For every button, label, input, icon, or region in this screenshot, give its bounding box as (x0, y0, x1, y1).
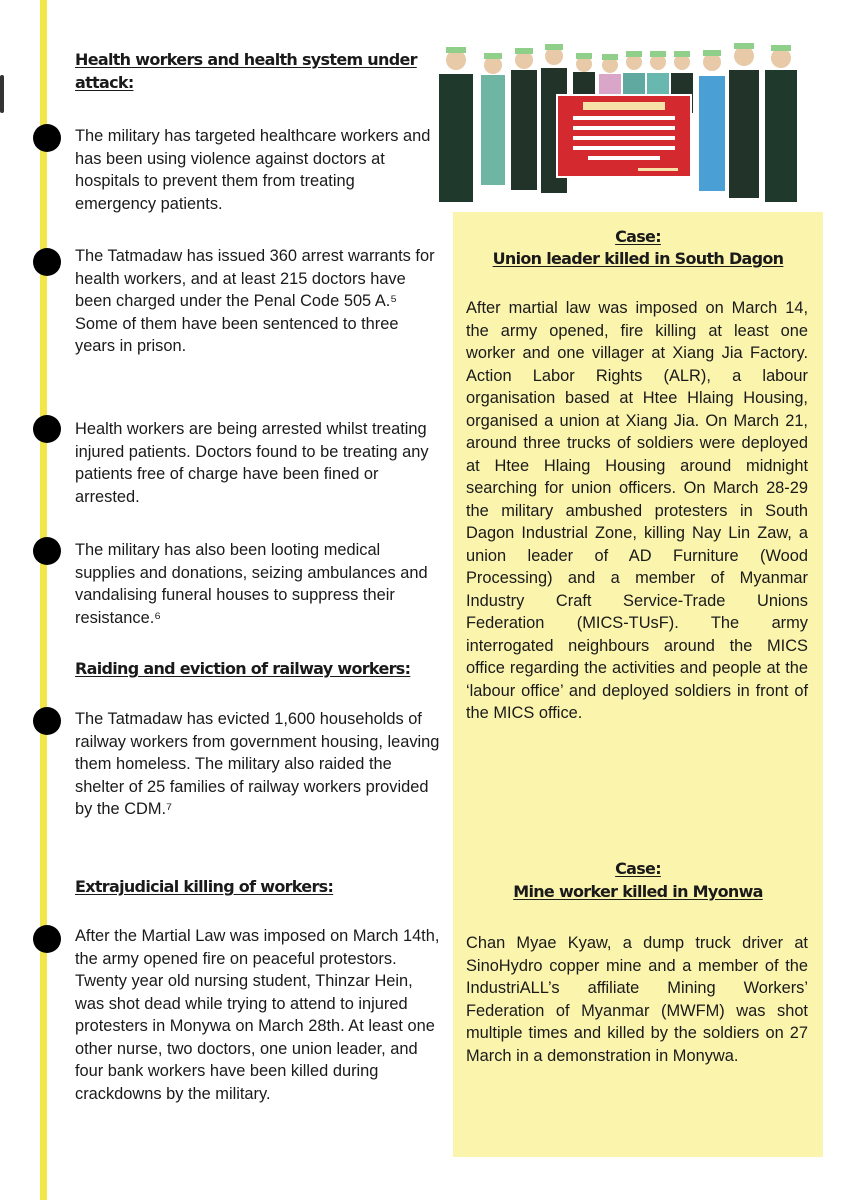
case1-title: Union leader killed in South Dagon (492, 249, 784, 268)
case1-text: After martial law was imposed on March 14, the army opened, fire killing at least one worker and one villager at Xiang Jia Factory. Action Labor Rights (ALR), a labour organisation based at Htee Hlaing Housing, organised a union at Xiang Jia. On March 21, around three trucks of soldiers were deployed at Htee Hlaing Housing around midnight searching for union officers. On March 28-29 the military ambushed protesters in South Dagon Industrial Zone, killing Nay Lin Zaw, a union leader of AD Furniture (Wood Processing) and a member of Myanmar Industry Craft Service-Trade Unions Federation (MICS-TUsF). The army interrogated neighbours around the MICS office regarding the activities and people at the ‘labour office’ and deployed soldiers in front of the MICS office. (466, 299, 808, 722)
bullet-icon (33, 124, 61, 152)
bullet-icon (33, 537, 61, 565)
killing-bullet: After the Martial Law was imposed on March 14th, the army opened fire on peaceful protestors. Twenty year old nursing student, Thinzar Hein, was shot dead while trying to attend to injured protesters in Monywa on March 28th. At least one other nurse, two doctors, one union leader, and four bank workers have been killed during crackdowns by the military. (75, 927, 440, 1103)
health-heading: Health workers and health system under attack: (75, 50, 417, 92)
case1-label: Case: (615, 227, 661, 246)
health-workers-photo (433, 40, 823, 215)
bullet-icon (33, 707, 61, 735)
health-workers-photo-illustration (433, 40, 823, 215)
health-bullet-2: The Tatmadaw has issued 360 arrest warrants for health workers, and at least 215 doctors have been charged under the Penal Code 505 A.⁵ Some of them have been sentenced to three years in prison. (75, 247, 435, 355)
case2-text: Chan Myae Kyaw, a dump truck driver at SinoHydro copper mine and a member of the IndustriALL’s affiliate Mining Workers’ Federation of Myanmar (MWFM) was shot multiple times and killed by the soldiers on 27 March in a demonstration in Monywa. (466, 934, 808, 1065)
killing-heading: Extrajudicial killing of workers: (75, 877, 334, 896)
health-bullet-3: Health workers are being arrested whilst treating injured patients. Doctors found to be treating any patients free of charge have been fined or arrested. (75, 420, 429, 506)
health-bullet-4: The military has also been looting medical supplies and donations, seizing ambulances and vandalising funeral houses to suppress their resistance.⁶ (75, 541, 428, 627)
page-edge-mark (0, 75, 4, 113)
health-bullet-1: The military has targeted healthcare workers and has been using violence against doctors at hospitals to prevent them from treating emergency patients. (75, 127, 431, 213)
case2-label: Case: (615, 859, 661, 878)
railway-bullet: The Tatmadaw has evicted 1,600 households of railway workers from government housing, leaving them homeless. The military also raided the shelter of 25 families of railway workers provided by the CDM.⁷ (75, 710, 440, 818)
bullet-icon (33, 415, 61, 443)
yellow-margin-line (40, 0, 47, 1200)
bullet-icon (33, 248, 61, 276)
bullet-icon (33, 925, 61, 953)
case2-title: Mine worker killed in Myonwa (513, 882, 763, 901)
railway-heading: Raiding and eviction of railway workers: (75, 659, 411, 678)
